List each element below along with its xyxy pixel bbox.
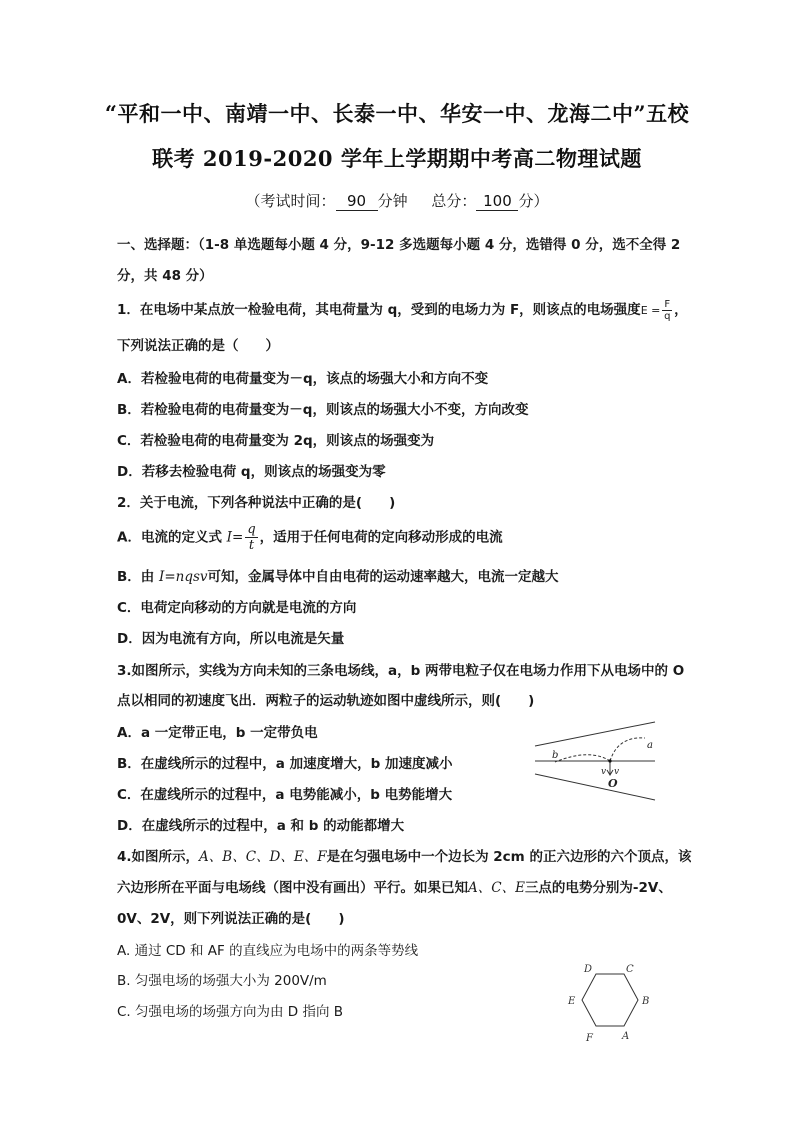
- q4-stem1-letters: A、B、C、D、E、F: [199, 849, 327, 865]
- q3-label-v1: v: [601, 767, 607, 777]
- q4-stem-line2: [117, 876, 672, 896]
- q4-stem2-text2: 三点的电势分别为-2V、: [524, 880, 672, 896]
- q1-option-a: A．若检验电荷的电荷量变为－q，该点的场强大小和方向不变: [117, 371, 489, 387]
- q1-option-d: D．若移去检验电荷 q，则该点的场强变为零: [117, 464, 386, 480]
- q3-trajectory-a: [610, 738, 645, 761]
- q2-option-a: [117, 522, 503, 553]
- q3-stem-line2: 点以相同的初速度飞出．两粒子的运动轨迹如图中虚线所示，则( ): [117, 693, 535, 709]
- q1-stem: [117, 298, 688, 322]
- q2-option-a-formula: I=: [226, 529, 244, 546]
- q4-vertex-e: E: [568, 996, 576, 1007]
- q3-stem-line1: 3.如图所示，实线为方向未知的三条电场线，a，b 两带电粒子仅在电场力作用下从电场中的 O: [117, 663, 685, 679]
- q2-option-a-fraction: [245, 522, 257, 553]
- q3-option-d: D．在虚线所示的过程中，a 和 b 的动能都增大: [117, 818, 405, 834]
- q2-option-a-text1: A．电流的定义式: [117, 529, 222, 546]
- score-suffix: 分）: [518, 192, 549, 210]
- q1-stem-line2: 下列说法正确的是（ ）: [117, 338, 279, 354]
- q2-option-a-text2: ，适用于任何电荷的定向移动形成的电流: [259, 529, 503, 546]
- time-label: （考试时间：: [245, 192, 336, 210]
- q4-option-a: A. 通过 CD 和 AF 的直线应为电场中的两条等势线: [117, 943, 419, 959]
- q3-label-b: b: [552, 750, 559, 761]
- score-label: 总分：: [431, 192, 477, 210]
- q3-option-b: B．在虚线所示的过程中，a 加速度增大，b 加速度减小: [117, 756, 453, 772]
- q2-option-b-formula: I=nqsv: [159, 569, 208, 585]
- exam-title-line1: “平和一中、南靖一中、长泰一中、华安一中、龙海二中”五校: [104, 101, 690, 126]
- q2-frac-num: q: [247, 522, 256, 537]
- q4-stem2-text1: 六边形所在平面与电场线（图中没有画出）平行。如果已知: [117, 880, 468, 896]
- q3-option-c: C．在虚线所示的过程中，a 电势能减小，b 电势能增大: [117, 787, 453, 803]
- exam-title-line2: 联考 2019-2020 学年上学期期中考高二物理试题: [152, 146, 642, 171]
- q4-vertex-b: B: [642, 996, 650, 1007]
- q4-stem-line1: [117, 845, 691, 865]
- q3-point-o: [608, 759, 611, 762]
- q4-vertex-d: D: [584, 964, 593, 975]
- q2-option-c: C．电荷定向移动的方向就是电流的方向: [117, 600, 357, 616]
- q3-label-o: O: [608, 777, 618, 790]
- q4-hexagon: [582, 974, 638, 1026]
- q4-stem1-text1: 4.如图所示，: [117, 849, 200, 865]
- q2-option-b: [117, 565, 559, 585]
- q1-frac-num: F: [664, 298, 671, 310]
- q4-stem-line3: 0V、2V，则下列说法正确的是( ): [117, 911, 345, 927]
- q4-stem2-letters: A、C、E: [468, 880, 525, 896]
- q2-frac-den: t: [248, 538, 255, 553]
- exam-info: [0, 190, 794, 211]
- section-instructions-line1: 一、选择题：（1-8 单选题每小题 4 分，9-12 多选题每小题 4 分，选错得 0 分，选不全得 2: [117, 237, 681, 253]
- q4-option-b: B. 匀强电场的场强大小为 200V/m: [117, 973, 327, 989]
- time-unit: 分钟: [377, 192, 408, 210]
- q2-option-b-text2: 可知，金属导体中自由电荷的运动速率越大，电流一定越大: [207, 569, 559, 585]
- q3-label-a: a: [647, 740, 653, 751]
- q2-option-b-text1: B．由: [117, 569, 155, 585]
- q3-field-line-bottom: [535, 774, 655, 800]
- q1-frac-den: q: [664, 310, 671, 322]
- q4-vertex-f: F: [586, 1033, 593, 1044]
- q2-option-d: D．因为电流有方向，所以电流是矢量: [117, 631, 345, 647]
- q1-stem-end: ，: [674, 302, 688, 318]
- q3-option-a: A．a 一定带正电，b 一定带负电: [117, 725, 318, 741]
- q4-stem1-text2: 是在匀强电场中一个边长为 2cm 的正六边形的六个顶点，该: [326, 849, 692, 865]
- q3-label-v2: v: [614, 767, 620, 777]
- score-value: 100: [476, 192, 518, 211]
- q2-stem: 2．关于电流，下列各种说法中正确的是( ): [117, 495, 396, 511]
- q4-vertex-c: C: [626, 964, 634, 975]
- q1-option-b: B．若检验电荷的电荷量变为－q，则该点的场强大小不变，方向改变: [117, 402, 529, 418]
- time-value: 90: [336, 192, 378, 211]
- q4-vertex-a: A: [622, 1031, 630, 1042]
- section-instructions-line2: 分，共 48 分）: [117, 268, 213, 284]
- q4-option-c: C. 匀强电场的场强方向为由 D 指向 B: [117, 1004, 344, 1020]
- q3-field-line-figure: [530, 718, 660, 808]
- q1-option-c: C．若检验电荷的电荷量变为 2q，则该点的场强变为: [117, 433, 435, 449]
- q4-hexagon-figure: [558, 962, 658, 1044]
- q1-fraction: [662, 299, 672, 322]
- q1-formula-lhs: E =: [640, 304, 661, 317]
- q1-stem-text: 1．在电场中某点放一检验电荷，其电荷量为 q，受到的电场力为 F，则该点的电场强度: [117, 302, 641, 318]
- q3-field-line-top: [535, 722, 655, 746]
